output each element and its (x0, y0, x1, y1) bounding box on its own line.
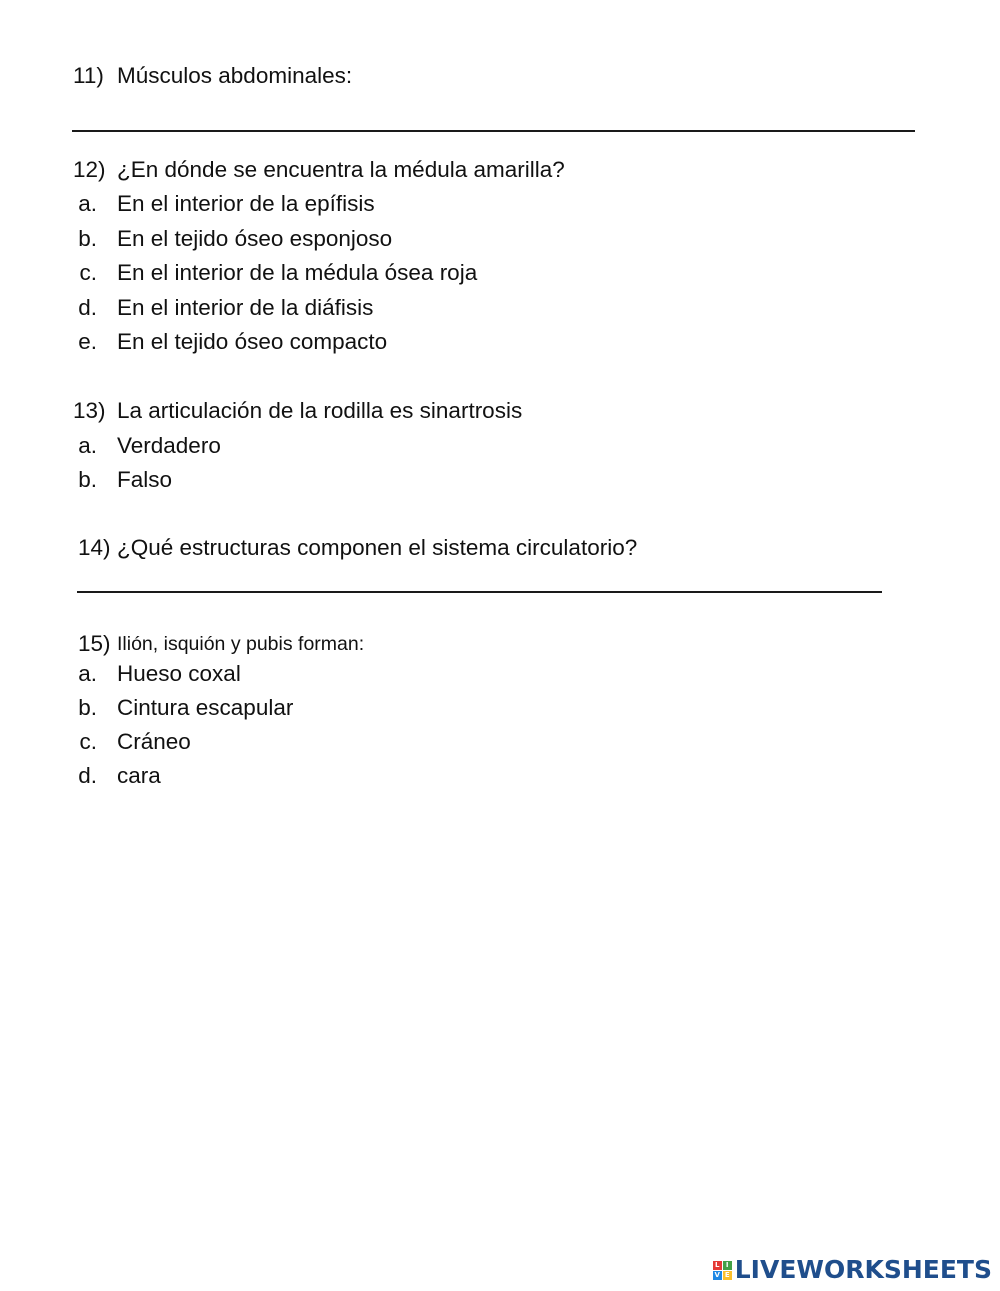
option-text: Falso (117, 467, 173, 492)
option-text: En el interior de la médula ósea roja (117, 260, 478, 285)
question-11-answer-line[interactable] (72, 130, 915, 132)
option-letter: c. (79, 260, 97, 285)
question-15-text: Ilión, isquión y pubis forman: (117, 633, 365, 655)
option-text: En el interior de la epífisis (117, 191, 375, 216)
question-12-number: 12) (73, 157, 106, 182)
option-letter: e. (78, 329, 97, 354)
option-letter: c. (79, 729, 97, 754)
question-13-number: 13) (73, 398, 106, 423)
option-text: Verdadero (117, 433, 221, 458)
option-text: En el tejido óseo esponjoso (117, 226, 393, 251)
option-text: Cintura escapular (117, 695, 294, 720)
option-letter: a. (78, 661, 97, 686)
question-11-number: 11) (73, 63, 104, 88)
logo-tile: V (714, 1270, 720, 1279)
option-text: En el tejido óseo compacto (117, 329, 388, 354)
option-letter: d. (78, 295, 97, 320)
logo-tile: E (723, 1271, 732, 1280)
logo-tile: I (723, 1261, 732, 1270)
liveworksheets-logo[interactable] (713, 1256, 992, 1284)
question-15-number: 15) (78, 631, 111, 656)
question-14-number: 14) (78, 535, 111, 560)
option-text: Hueso coxal (117, 661, 241, 686)
logo-tile: L (713, 1261, 722, 1270)
option-letter: a. (78, 433, 97, 458)
logo-tiles-icon (713, 1261, 732, 1280)
option-text: Cráneo (117, 729, 191, 754)
question-12-text: ¿En dónde se encuentra la médula amarilla? (117, 157, 565, 182)
option-letter: d. (78, 763, 97, 788)
option-letter: b. (78, 226, 97, 251)
question-14-answer-line[interactable] (77, 591, 882, 593)
option-text: En el interior de la diáfisis (117, 295, 374, 320)
option-letter: b. (78, 695, 97, 720)
option-letter: a. (78, 191, 97, 216)
question-11-text: Músculos abdominales: (117, 63, 353, 88)
option-text: cara (117, 763, 161, 788)
option-letter: b. (78, 467, 97, 492)
question-13-text: La articulación de la rodilla es sinartrosis (117, 398, 523, 423)
question-14-text: ¿Qué estructuras componen el sistema circulatorio? (117, 535, 638, 560)
logo-text: LIVEWORKSHEETS (734, 1255, 992, 1284)
